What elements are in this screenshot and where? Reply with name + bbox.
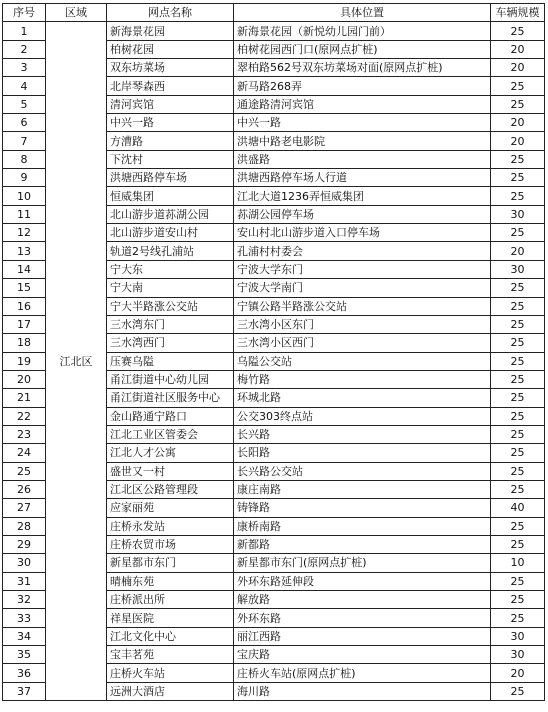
row-number: 19 [3,352,46,370]
row-number: 21 [3,389,46,407]
vehicle-count: 25 [491,297,545,315]
station-location: 翠柏路562号双东坊菜场对面(原网点扩桩) [234,59,491,77]
station-name: 宁大半路涨公交站 [107,297,234,315]
station-name: 庄桥永发站 [107,517,234,535]
station-location: 长阳路 [234,444,491,462]
row-number: 31 [3,572,46,590]
station-location: 孔浦村村委会 [234,242,491,260]
station-name: 庄桥农贸市场 [107,535,234,553]
row-number: 17 [3,315,46,333]
row-number: 6 [3,114,46,132]
row-number: 12 [3,224,46,242]
header-location: 具体位置 [234,4,491,22]
vehicle-count: 20 [491,114,545,132]
station-location: 宁波大学南门 [234,279,491,297]
station-name: 江北人才公寓 [107,444,234,462]
station-location: 海川路 [234,682,491,700]
row-number: 30 [3,554,46,572]
station-name: 甬江街道社区服务中心 [107,389,234,407]
station-location: 解放路 [234,591,491,609]
station-location: 长兴路公交站 [234,462,491,480]
vehicle-count: 40 [491,499,545,517]
row-number: 13 [3,242,46,260]
station-name: 双东坊菜场 [107,59,234,77]
vehicle-count: 25 [491,535,545,553]
station-location: 康庄南路 [234,480,491,498]
station-name: 江北文化中心 [107,627,234,645]
station-name: 轨道2号线孔浦站 [107,242,234,260]
row-number: 22 [3,407,46,425]
station-name: 柏树花园 [107,40,234,58]
station-name: 盛世又一村 [107,462,234,480]
station-name: 祥星医院 [107,609,234,627]
station-name: 北山游步道安山村 [107,224,234,242]
vehicle-count: 20 [491,59,545,77]
station-location: 安山村北山游步道入口停车场 [234,224,491,242]
station-name: 新星都市东门 [107,554,234,572]
station-location: 庄桥火车站(原网点扩桩) [234,664,491,682]
station-location: 新星都市东门(原网点扩桩) [234,554,491,572]
station-name: 方漕路 [107,132,234,150]
station-location: 洪塘西路停车场人行道 [234,169,491,187]
station-location: 康桥南路 [234,517,491,535]
vehicle-count: 25 [491,169,545,187]
row-number: 29 [3,535,46,553]
vehicle-count: 25 [491,572,545,590]
station-name: 宝丰茗苑 [107,646,234,664]
station-table [2,3,545,701]
row-number: 11 [3,205,46,223]
vehicle-count: 25 [491,187,545,205]
station-name: 压赛乌隘 [107,352,234,370]
vehicle-count: 20 [491,132,545,150]
station-location: 宁波大学东门 [234,260,491,278]
row-number: 36 [3,664,46,682]
station-location: 环城北路 [234,389,491,407]
vehicle-count: 25 [491,682,545,700]
station-name: 远洲大酒店 [107,682,234,700]
station-location: 中兴一路 [234,114,491,132]
row-number: 3 [3,59,46,77]
row-number: 34 [3,627,46,645]
station-name: 宁大南 [107,279,234,297]
station-name: 三水湾东门 [107,315,234,333]
station-location: 三水湾小区东门 [234,315,491,333]
station-location: 洪塘中路老电影院 [234,132,491,150]
row-number: 24 [3,444,46,462]
station-location: 新海景花园（新悦幼儿园门前） [234,22,491,40]
row-number: 10 [3,187,46,205]
station-location: 长兴路 [234,425,491,443]
row-number: 28 [3,517,46,535]
station-name: 中兴一路 [107,114,234,132]
station-name: 江北工业区管委会 [107,425,234,443]
row-number: 23 [3,425,46,443]
vehicle-count: 25 [491,352,545,370]
station-name: 金山路通宁路口 [107,407,234,425]
vehicle-count: 25 [491,444,545,462]
station-name: 甬江街道中心幼儿园 [107,370,234,388]
header-no: 序号 [3,4,46,22]
station-location: 铸锋路 [234,499,491,517]
vehicle-count: 25 [491,315,545,333]
vehicle-count: 25 [491,389,545,407]
row-number: 8 [3,150,46,168]
row-number: 33 [3,609,46,627]
station-name: 洪塘西路停车场 [107,169,234,187]
station-name: 江北区公路管理段 [107,480,234,498]
vehicle-count: 30 [491,260,545,278]
station-location: 宝庆路 [234,646,491,664]
station-location: 外环东路延伸段 [234,572,491,590]
district-cell: 江北区 [46,22,107,701]
vehicle-count: 25 [491,425,545,443]
station-name: 庄桥火车站 [107,664,234,682]
row-number: 15 [3,279,46,297]
vehicle-count: 25 [491,609,545,627]
row-number: 9 [3,169,46,187]
station-table-container [2,3,545,701]
vehicle-count: 25 [491,22,545,40]
station-location: 洪盛路 [234,150,491,168]
station-name: 应家丽苑 [107,499,234,517]
station-name: 晴楠东苑 [107,572,234,590]
vehicle-count: 25 [491,370,545,388]
station-name: 宁大东 [107,260,234,278]
station-name: 三水湾西门 [107,334,234,352]
station-location: 新马路268弄 [234,77,491,95]
vehicle-count: 25 [491,77,545,95]
station-name: 新海景花园 [107,22,234,40]
row-number: 32 [3,591,46,609]
row-number: 18 [3,334,46,352]
row-number: 2 [3,40,46,58]
row-number: 1 [3,22,46,40]
vehicle-count: 25 [491,95,545,113]
station-name: 北山游步道荪湖公园 [107,205,234,223]
station-location: 荪湖公园停车场 [234,205,491,223]
table-body [3,22,545,701]
row-number: 35 [3,646,46,664]
row-number: 26 [3,480,46,498]
header-station-name: 网点名称 [107,4,234,22]
station-name: 北岸琴森西 [107,77,234,95]
station-location: 外环东路 [234,609,491,627]
header-district: 区域 [46,4,107,22]
station-location: 宁镇公路半路涨公交站 [234,297,491,315]
header-row [3,4,545,22]
row-number: 27 [3,499,46,517]
vehicle-count: 30 [491,205,545,223]
vehicle-count: 25 [491,480,545,498]
station-name: 庄桥派出所 [107,591,234,609]
vehicle-count: 25 [491,407,545,425]
row-number: 25 [3,462,46,480]
station-location: 三水湾小区西门 [234,334,491,352]
row-number: 5 [3,95,46,113]
vehicle-count: 25 [491,591,545,609]
row-number: 16 [3,297,46,315]
vehicle-count: 25 [491,279,545,297]
station-name: 恒威集团 [107,187,234,205]
row-number: 14 [3,260,46,278]
station-location: 柏树花园西门口(原网点扩桩) [234,40,491,58]
station-location: 乌隘公交站 [234,352,491,370]
vehicle-count: 10 [491,554,545,572]
station-location: 丽江西路 [234,627,491,645]
vehicle-count: 25 [491,150,545,168]
station-location: 梅竹路 [234,370,491,388]
vehicle-count: 20 [491,664,545,682]
row-number: 4 [3,77,46,95]
table-row [3,22,545,40]
header-vehicle-count: 车辆规模 [491,4,545,22]
vehicle-count: 25 [491,224,545,242]
station-location: 新都路 [234,535,491,553]
vehicle-count: 20 [491,242,545,260]
station-name: 下沈村 [107,150,234,168]
vehicle-count: 20 [491,40,545,58]
vehicle-count: 30 [491,627,545,645]
row-number: 20 [3,370,46,388]
row-number: 37 [3,682,46,700]
vehicle-count: 25 [491,334,545,352]
vehicle-count: 25 [491,517,545,535]
vehicle-count: 25 [491,462,545,480]
vehicle-count: 30 [491,646,545,664]
station-name: 清河宾馆 [107,95,234,113]
station-location: 江北大道1236弄恒威集团 [234,187,491,205]
station-location: 公交303终点站 [234,407,491,425]
station-location: 通途路清河宾馆 [234,95,491,113]
row-number: 7 [3,132,46,150]
